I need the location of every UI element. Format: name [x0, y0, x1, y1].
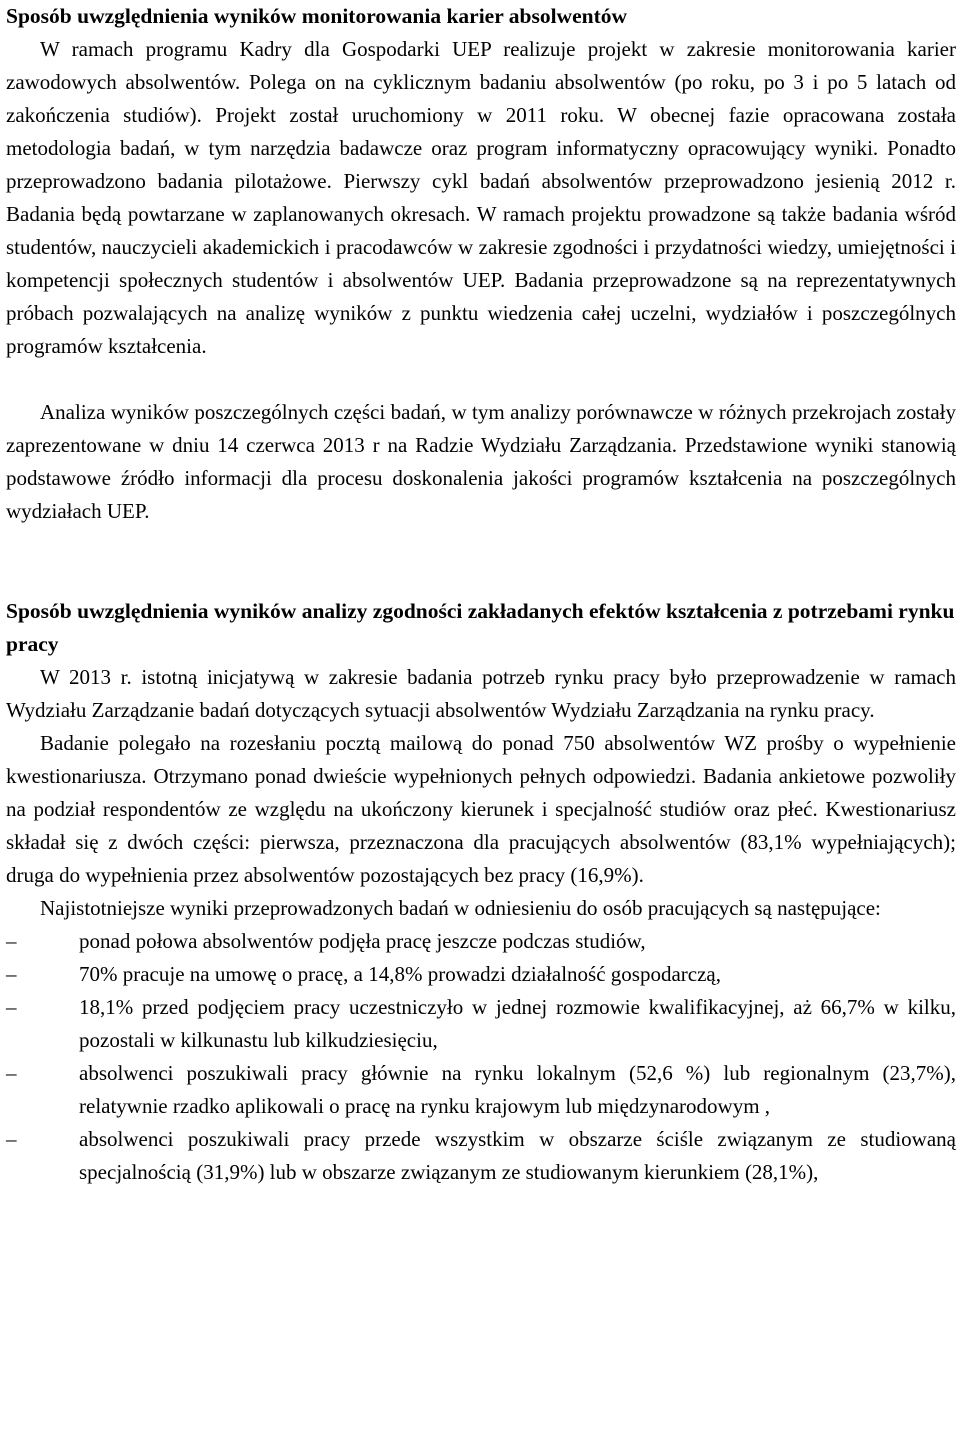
list-item-text: absolwenci poszukiwali pracy głównie na rynku lokalnym (52,6 %) lub regionalnym (23,7%), relatywnie rzadko aplikowali o pracę na rynku krajowym lub międzynarodowym ,: [79, 1061, 956, 1118]
dash-bullet-icon: –: [6, 1127, 17, 1151]
section-heading-career-monitoring: Sposób uwzględnienia wyników monitorowania karier absolwentów: [6, 4, 628, 28]
paragraph: W ramach programu Kadry dla Gospodarki UEP realizuje projekt w zakresie monitorowania karier zawodowych absolwentów. Polega on na cyklicznym badaniu absolwentów (po roku, po 3 i po 5 latach od zakończenia studiów). Projekt został uruchomiony w 2011 roku. W obecnej fazie opracowana została metodologia badań, w tym narzędzia badawcze oraz program informatyczny opracowujący wyniki. Ponadto przeprowadzono badania pilotażowe. Pierwszy cykl badań absolwentów przeprowadzono jesienią 2012 r. Badania będą powtarzane w zaplanowanych okresach. W ramach projektu prowadzone są także badania wśród studentów, nauczycieli akademickich i pracodawców w zakresie zgodności i przydatności wiedzy, umiejętności i kompetencji społecznych studentów i absolwentów UEP. Badania przeprowadzone są na reprezentatywnych próbach pozwalających na analizę wyników z punktu wiedzenia całej uczelni, wydziałów i poszczególnych programów kształcenia.: [6, 37, 956, 358]
dash-bullet-icon: –: [6, 995, 17, 1019]
paragraph: W 2013 r. istotną inicjatywą w zakresie badania potrzeb rynku pracy było przeprowadzenie w ramach Wydziału Zarządzanie badań dotyczących sytuacji absolwentów Wydziału Zarządzania na rynku pracy.: [6, 665, 956, 722]
list-item-text: 18,1% przed podjęciem pracy uczestniczyło w jednej rozmowie kwalifikacyjnej, aż 66,7% w kilku, pozostali w kilkunastu lub kilkudziesięciu,: [79, 995, 956, 1052]
dash-bullet-icon: –: [6, 929, 17, 953]
paragraph: Najistotniejsze wyniki przeprowadzonych badań w odniesieniu do osób pracujących są następujące:: [40, 896, 881, 920]
dash-bullet-icon: –: [6, 1061, 17, 1085]
list-item: [6, 925, 956, 958]
paragraph: Analiza wyników poszczególnych części badań, w tym analizy porównawcze w różnych przekrojach zostały zaprezentowane w dniu 14 czerwca 2013 r na Radzie Wydziału Zarządzania. Przedstawione wyniki stanowią podstawowe źródło informacji dla procesu doskonalenia jakości programów kształcenia na poszczególnych wydziałach UEP.: [6, 400, 956, 523]
list-item-text: absolwenci poszukiwali pracy przede wszystkim w obszarze ściśle związanym ze studiowaną specjalnością (31,9%) lub w obszarze związanym ze studiowanym kierunkiem (28,1%),: [79, 1127, 956, 1184]
list-item-text: ponad połowa absolwentów podjęła pracę jeszcze podczas studiów,: [79, 929, 646, 953]
list-item: [6, 958, 956, 991]
section-heading-labor-market-analysis: Sposób uwzględnienia wyników analizy zgodności zakładanych efektów kształcenia z potrzebami rynku pracy: [6, 599, 955, 656]
list-item: [6, 1057, 956, 1123]
document-page: [6, 0, 956, 1189]
dash-bullet-icon: –: [6, 962, 17, 986]
paragraph: Badanie polegało na rozesłaniu pocztą mailową do ponad 750 absolwentów WZ prośby o wypełnienie kwestionariusza. Otrzymano ponad dwieście wypełnionych pełnych odpowiedzi. Badania ankietowe pozwoliły na podział respondentów ze względu na ukończony kierunek i specjalność studiów oraz płeć. Kwestionariusz składał się z dwóch części: pierwsza, przeznaczona dla pracujących absolwentów (83,1% wypełniających); druga do wypełnienia przez absolwentów pozostających bez pracy (16,9%).: [6, 731, 956, 887]
list-item: [6, 1123, 956, 1189]
results-list: [6, 925, 956, 1189]
list-item: [6, 991, 956, 1057]
list-item-text: 70% pracuje na umowę o pracę, a 14,8% prowadzi działalność gospodarczą,: [79, 962, 721, 986]
